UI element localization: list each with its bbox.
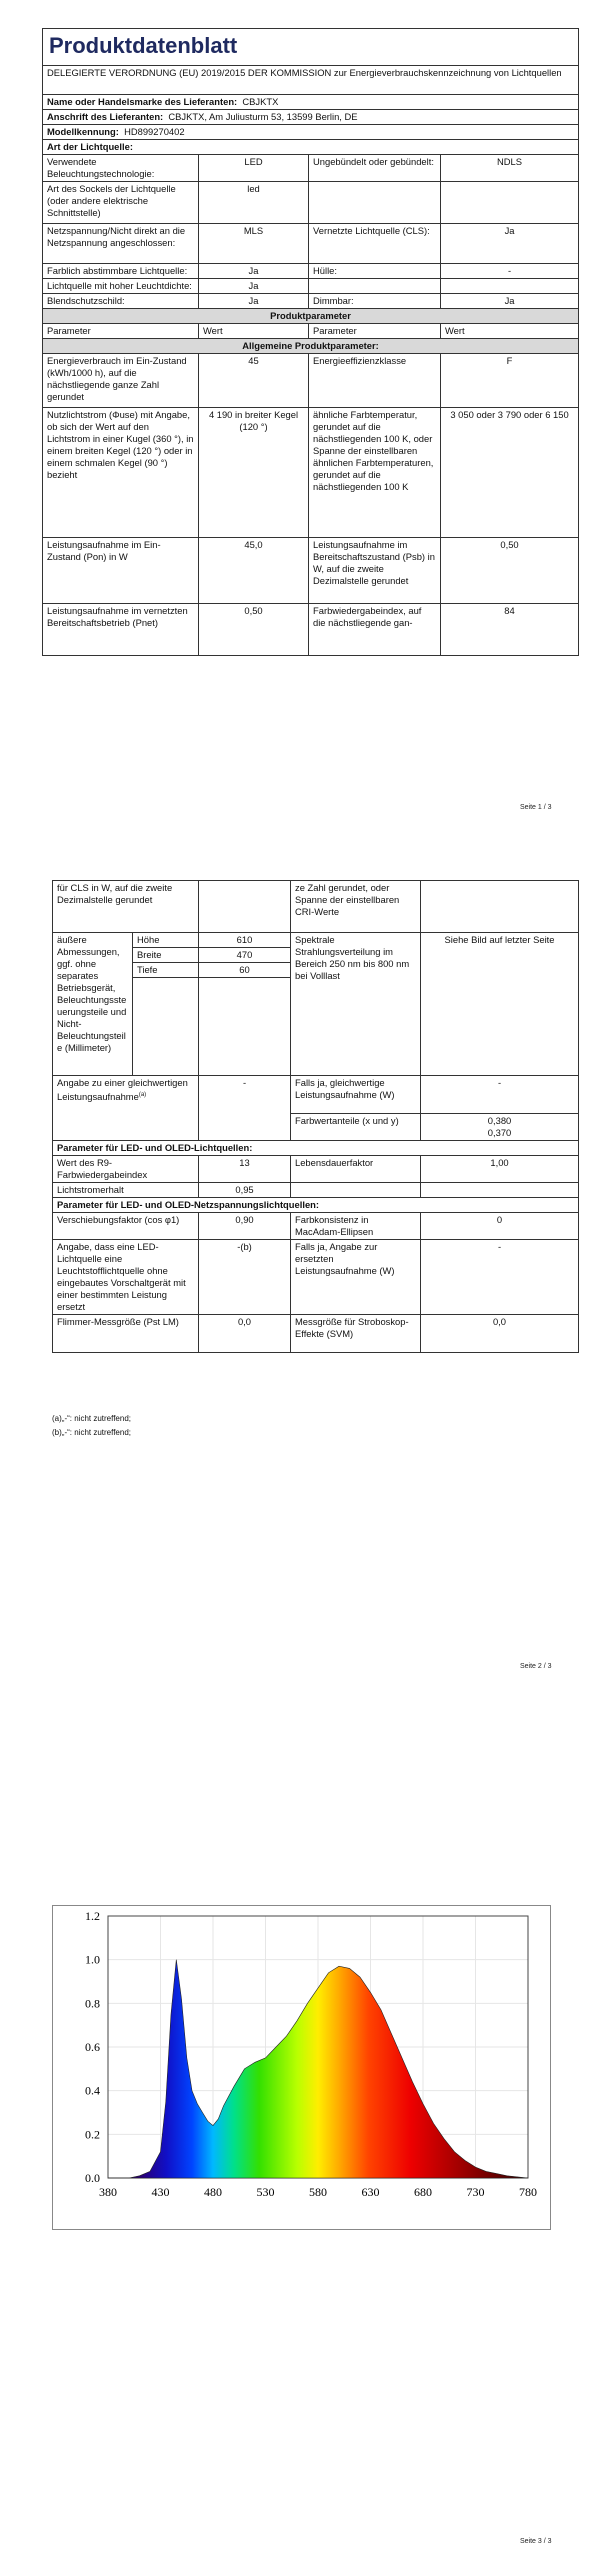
- table-row: [53, 1240, 579, 1315]
- y-tick-label: 0.8: [85, 1996, 100, 2011]
- datasheet-table-page2: [52, 880, 579, 1353]
- x-tick-label: 680: [414, 2185, 432, 2199]
- cell-label: Leistungsaufnahme im Bereitschaftszustand (Psb) in W, auf die zweite Dezimalstelle gerundet: [309, 538, 441, 604]
- datasheet-table-page1: [42, 28, 579, 656]
- empty-cell: [133, 978, 199, 1076]
- chroma-x: 0,380: [487, 1115, 512, 1126]
- spectrum-chart-frame: [52, 1905, 551, 2230]
- lightsource-type-label: Art der Lichtquelle:: [43, 140, 579, 155]
- table-row: [43, 264, 579, 279]
- table-row: [43, 538, 579, 604]
- table-row: [43, 408, 579, 538]
- model-id: HD899270402: [124, 126, 185, 137]
- page-number: Seite 1 / 3: [520, 804, 552, 811]
- y-tick-label: 1.0: [85, 1952, 100, 1967]
- color-cons-value: 0: [421, 1213, 579, 1240]
- cell-label: Vernetzte Lichtquelle (CLS):: [309, 224, 441, 264]
- strobo-label: Messgröße für Stroboskop-Effekte (SVM): [291, 1315, 421, 1353]
- cell-value: F: [441, 354, 579, 408]
- dim-value: 60: [199, 963, 291, 978]
- table-row: [43, 354, 579, 408]
- strobo-value: 0,0: [421, 1315, 579, 1353]
- footnote-marker: (a): [138, 1092, 147, 1098]
- equiv-label-text: Angabe zu einer gleichwertigen Leistungsaufnahme: [57, 1077, 188, 1103]
- cell-label: [309, 279, 441, 294]
- x-tick-label: 630: [361, 2185, 380, 2199]
- disp-label: Verschiebungsfaktor (cos φ1): [53, 1213, 199, 1240]
- regulation-text: DELEGIERTE VERORDNUNG (EU) 2019/2015 DER KOMMISSION zur Energieverbrauchskennzeichnung von Lichtquellen: [43, 66, 579, 95]
- table-row: [43, 182, 579, 224]
- allgemeine-heading: Allgemeine Produktparameter:: [43, 339, 579, 354]
- y-tick-label: 0.2: [85, 2127, 100, 2142]
- dim-name: Tiefe: [133, 963, 199, 978]
- r9-label: Wert des R9-Farbwiedergabeindex: [53, 1156, 199, 1183]
- x-tick-label: 580: [309, 2185, 327, 2199]
- cell-label: Blendschutzschild:: [43, 294, 199, 309]
- model-label: Modellkennung:: [47, 126, 119, 137]
- dim-value: 470: [199, 948, 291, 963]
- y-tick-label: 0.4: [85, 2083, 100, 2098]
- cell-label: Nutzlichtstrom (Φuse) mit Angabe, ob sich der Wert auf den Lichtstrom in einer Kugel (360 °), in einem breiten Kegel (120 °) oder in einem schmalen Kegel (90 °) bezieht: [43, 408, 199, 538]
- col-header-wert: Wert: [441, 324, 579, 339]
- table-row: [43, 279, 579, 294]
- cell-value: 3 050 oder 3 790 oder 6 150: [441, 408, 579, 538]
- color-cons-label: Farbkonsistenz in MacAdam-Ellipsen: [291, 1213, 421, 1240]
- cell-label: Farblich abstimmbare Lichtquelle:: [43, 264, 199, 279]
- empty-cell: [199, 978, 291, 1076]
- cell-value: 0,50: [441, 538, 579, 604]
- cell-value: led: [199, 182, 309, 224]
- cell-value: Ja: [199, 279, 309, 294]
- cell-value: [441, 182, 579, 224]
- cell-label: Art des Sockels der Lichtquelle (oder andere elektrische Schnittstelle): [43, 182, 199, 224]
- cell-label: Dimmbar:: [309, 294, 441, 309]
- col-header-wert: Wert: [199, 324, 309, 339]
- cell-value: 4 190 in breiter Kegel (120 °): [199, 408, 309, 538]
- cell-label: Energieeffizienzklasse: [309, 354, 441, 408]
- flicker-value: 0,0: [199, 1315, 291, 1353]
- spectrum-area: [108, 1960, 528, 2178]
- cell-label: Verwendete Beleuchtungstechnologie:: [43, 155, 199, 182]
- life-value: 1,00: [421, 1156, 579, 1183]
- cell-value: Ja: [441, 224, 579, 264]
- cell-value: 0,50: [199, 604, 309, 656]
- cell-label: Farbwiedergabeindex, auf die nächstliegende gan-: [309, 604, 441, 656]
- cell-label: Lichtquelle mit hoher Leuchtdichte:: [43, 279, 199, 294]
- cell-label: für CLS in W, auf die zweite Dezimalstelle gerundet: [53, 881, 199, 933]
- cell-value: 45,0: [199, 538, 309, 604]
- spectral-value: Siehe Bild auf letzter Seite: [421, 933, 579, 1076]
- chroma-y: 0,370: [487, 1127, 512, 1138]
- dim-name: Breite: [133, 948, 199, 963]
- x-tick-label: 480: [204, 2185, 222, 2199]
- footnotes: [52, 1412, 131, 1440]
- y-tick-label: 1.2: [85, 1909, 100, 1923]
- disp-value: 0,90: [199, 1213, 291, 1240]
- dim-value: 610: [199, 933, 291, 948]
- flicker-label: Flimmer-Messgröße (Pst LM): [53, 1315, 199, 1353]
- dims-label: äußere Abmessungen, ggf. ohne separates Betriebsgerät, Beleuchtungssteuerungsteile und Nicht-Beleuchtungsteile (Millimeter): [53, 933, 133, 1076]
- chroma-value: [421, 1114, 579, 1141]
- claim-value: -(b): [199, 1240, 291, 1315]
- page-number: Seite 3 / 3: [520, 2538, 552, 2545]
- cell-value: NDLS: [441, 155, 579, 182]
- x-tick-label: 530: [256, 2185, 275, 2199]
- column-header-row: [43, 324, 579, 339]
- equiv2-value: -: [421, 1076, 579, 1114]
- cell-value: Ja: [441, 294, 579, 309]
- cell-label: Leistungsaufnahme im vernetzten Bereitschaftsbetrieb (Pnet): [43, 604, 199, 656]
- table-row: [53, 1183, 579, 1198]
- led-section-heading: Parameter für LED- und OLED-Lichtquellen:: [53, 1141, 579, 1156]
- table-row: [53, 1315, 579, 1353]
- dim-name: Höhe: [133, 933, 199, 948]
- col-header-parameter: Parameter: [309, 324, 441, 339]
- cell-label: ähnliche Farbtemperatur, gerundet auf die nächstliegenden 100 K, oder Spanne der einstellbaren ähnlichen Farbtemperaturen, gerundet auf die nächstliegenden 100 K: [309, 408, 441, 538]
- cell-value: MLS: [199, 224, 309, 264]
- cell-label: Ungebündelt oder gebündelt:: [309, 155, 441, 182]
- cell-label: Leistungsaufnahme im Ein-Zustand (Pon) in W: [43, 538, 199, 604]
- supplier-address: CBJKTX, Am Juliusturm 53, 13599 Berlin, DE: [168, 111, 358, 122]
- y-tick-label: 0.0: [85, 2171, 100, 2185]
- x-tick-label: 380: [99, 2185, 117, 2199]
- footnote-a: (a)„-“: nicht zutreffend;: [52, 1414, 131, 1423]
- spectrum-chart: [53, 1906, 550, 2229]
- flux-label: Lichtstromerhalt: [53, 1183, 199, 1198]
- table-row: [53, 1076, 579, 1114]
- supplier-address-row: [43, 110, 579, 125]
- cell-value: [441, 279, 579, 294]
- flux-value: 0,95: [199, 1183, 291, 1198]
- equiv-value: -: [199, 1076, 291, 1141]
- x-tick-label: 730: [466, 2185, 485, 2199]
- table-row: [43, 224, 579, 264]
- empty-cell: [291, 1183, 421, 1198]
- table-row: [53, 1213, 579, 1240]
- table-row: [53, 881, 579, 933]
- cell-label: Energieverbrauch im Ein-Zustand (kWh/1000 h), auf die nächstliegende ganze Zahl gerundet: [43, 354, 199, 408]
- r9-value: 13: [199, 1156, 291, 1183]
- mains-section-heading: Parameter für LED- und OLED-Netzspannungslichtquellen:: [53, 1198, 579, 1213]
- page-number: Seite 2 / 3: [520, 1663, 552, 1670]
- equiv-label: [53, 1076, 199, 1141]
- cell-value: [421, 881, 579, 933]
- x-axis-ticks: [99, 2185, 537, 2199]
- life-label: Lebensdauerfaktor: [291, 1156, 421, 1183]
- cell-value: [199, 881, 291, 933]
- equiv2-label: Falls ja, gleichwertige Leistungsaufnahme (W): [291, 1076, 421, 1114]
- x-tick-label: 780: [519, 2185, 537, 2199]
- y-tick-label: 0.6: [85, 2040, 100, 2054]
- supplier-address-label: Anschrift des Lieferanten:: [47, 111, 164, 122]
- cell-value: Ja: [199, 294, 309, 309]
- supplier-name: CBJKTX: [242, 96, 279, 107]
- supplier-name-row: [43, 95, 579, 110]
- model-row: [43, 125, 579, 140]
- table-row: [43, 155, 579, 182]
- cell-value: -: [441, 264, 579, 279]
- cell-label: ze Zahl gerundet, oder Spanne der einstellbaren CRI-Werte: [291, 881, 421, 933]
- x-tick-label: 430: [151, 2185, 170, 2199]
- cell-label: Netzspannung/Nicht direkt an die Netzspannung angeschlossen:: [43, 224, 199, 264]
- cell-label: [309, 182, 441, 224]
- spectral-label: Spektrale Strahlungsverteilung im Bereich 250 nm bis 800 nm bei Volllast: [291, 933, 421, 1076]
- empty-cell: [421, 1183, 579, 1198]
- supplier-name-label: Name oder Handelsmarke des Lieferanten:: [47, 96, 238, 107]
- cell-value: LED: [199, 155, 309, 182]
- chroma-label: Farbwertanteile (x und y): [291, 1114, 421, 1141]
- table-row: [53, 933, 579, 948]
- footnote-b: (b)„-“: nicht zutreffend;: [52, 1428, 131, 1437]
- document-title: Produktdatenblatt: [43, 29, 579, 66]
- table-row: [43, 604, 579, 656]
- cell-value: 45: [199, 354, 309, 408]
- col-header-parameter: Parameter: [43, 324, 199, 339]
- cell-label: Hülle:: [309, 264, 441, 279]
- cell-value: 84: [441, 604, 579, 656]
- y-axis-ticks: [85, 1909, 100, 2185]
- claim2-value: -: [421, 1240, 579, 1315]
- claim2-label: Falls ja, Angabe zur ersetzten Leistungsaufnahme (W): [291, 1240, 421, 1315]
- cell-value: Ja: [199, 264, 309, 279]
- produktparameter-heading: Produktparameter: [43, 309, 579, 324]
- table-row: [53, 1156, 579, 1183]
- table-row: [43, 294, 579, 309]
- claim-label: Angabe, dass eine LED-Lichtquelle eine Leuchtstofflichtquelle ohne eingebautes Vorschaltgerät mit einer bestimmten Leistung ersetzt: [53, 1240, 199, 1315]
